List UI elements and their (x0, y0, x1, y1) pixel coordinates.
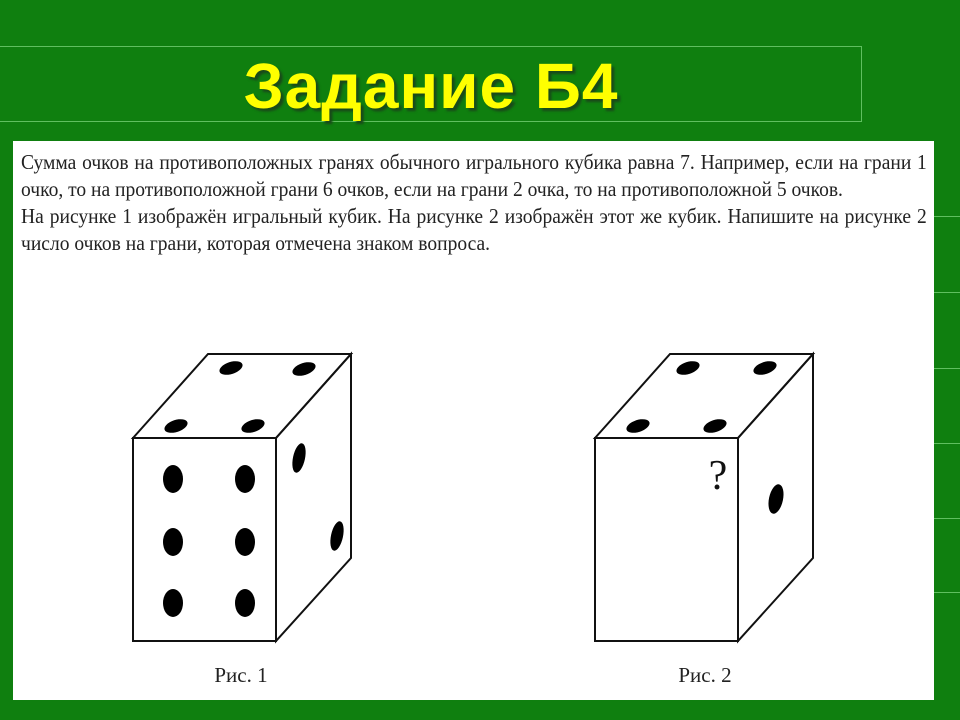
task-text (21, 149, 927, 257)
dice-1-front-pip (163, 528, 183, 556)
dice-1-top-pip (163, 417, 190, 436)
dice-1-side-pip (328, 520, 346, 552)
dice-figure-2 (585, 346, 835, 651)
dice-1-front-pip (163, 589, 183, 617)
figure-2-caption: Рис. 2 (678, 663, 732, 687)
task-paragraph-2: На рисунке 1 изображён игральный кубик. На рисунке 2 изображён этот же кубик. Напишите на рисунке 2 число очков на грани, которая отмечена знаком вопроса. (21, 204, 927, 255)
dice-1-front-pip (163, 465, 183, 493)
dice-2-top-pip (702, 417, 729, 436)
dice-1-side-pip (290, 442, 308, 474)
decorative-stripes (930, 140, 960, 660)
question-mark: ? (708, 453, 728, 499)
dice-2-side-pip (766, 483, 786, 515)
dice-2-top-pip (752, 359, 779, 378)
dice-1-top-pip (240, 417, 267, 436)
slide-title: Задание Б4 (243, 50, 619, 122)
dice-1-front-pip (235, 528, 255, 556)
dice-1-front-pip (235, 589, 255, 617)
dice-figure-1 (123, 346, 373, 651)
dice-1-top-pip (291, 360, 318, 379)
dice-2-top-pip (625, 417, 652, 436)
task-card (13, 141, 934, 700)
dice-2-top-pip (675, 359, 702, 378)
dice-1-side-face (276, 354, 351, 641)
dice-1-front-pip (235, 465, 255, 493)
dice-1-top-pip (218, 359, 245, 378)
task-paragraph-1: Сумма очков на противоположных гранях обычного игрального кубика равна 7. Например, если на грани 1 очко, то на противоположной грани 6 очков, если на грани 2 очка, то на противоположной 5 очков. (21, 150, 927, 201)
dice-2-top-face (595, 354, 813, 438)
figure-1-caption: Рис. 1 (214, 663, 268, 687)
